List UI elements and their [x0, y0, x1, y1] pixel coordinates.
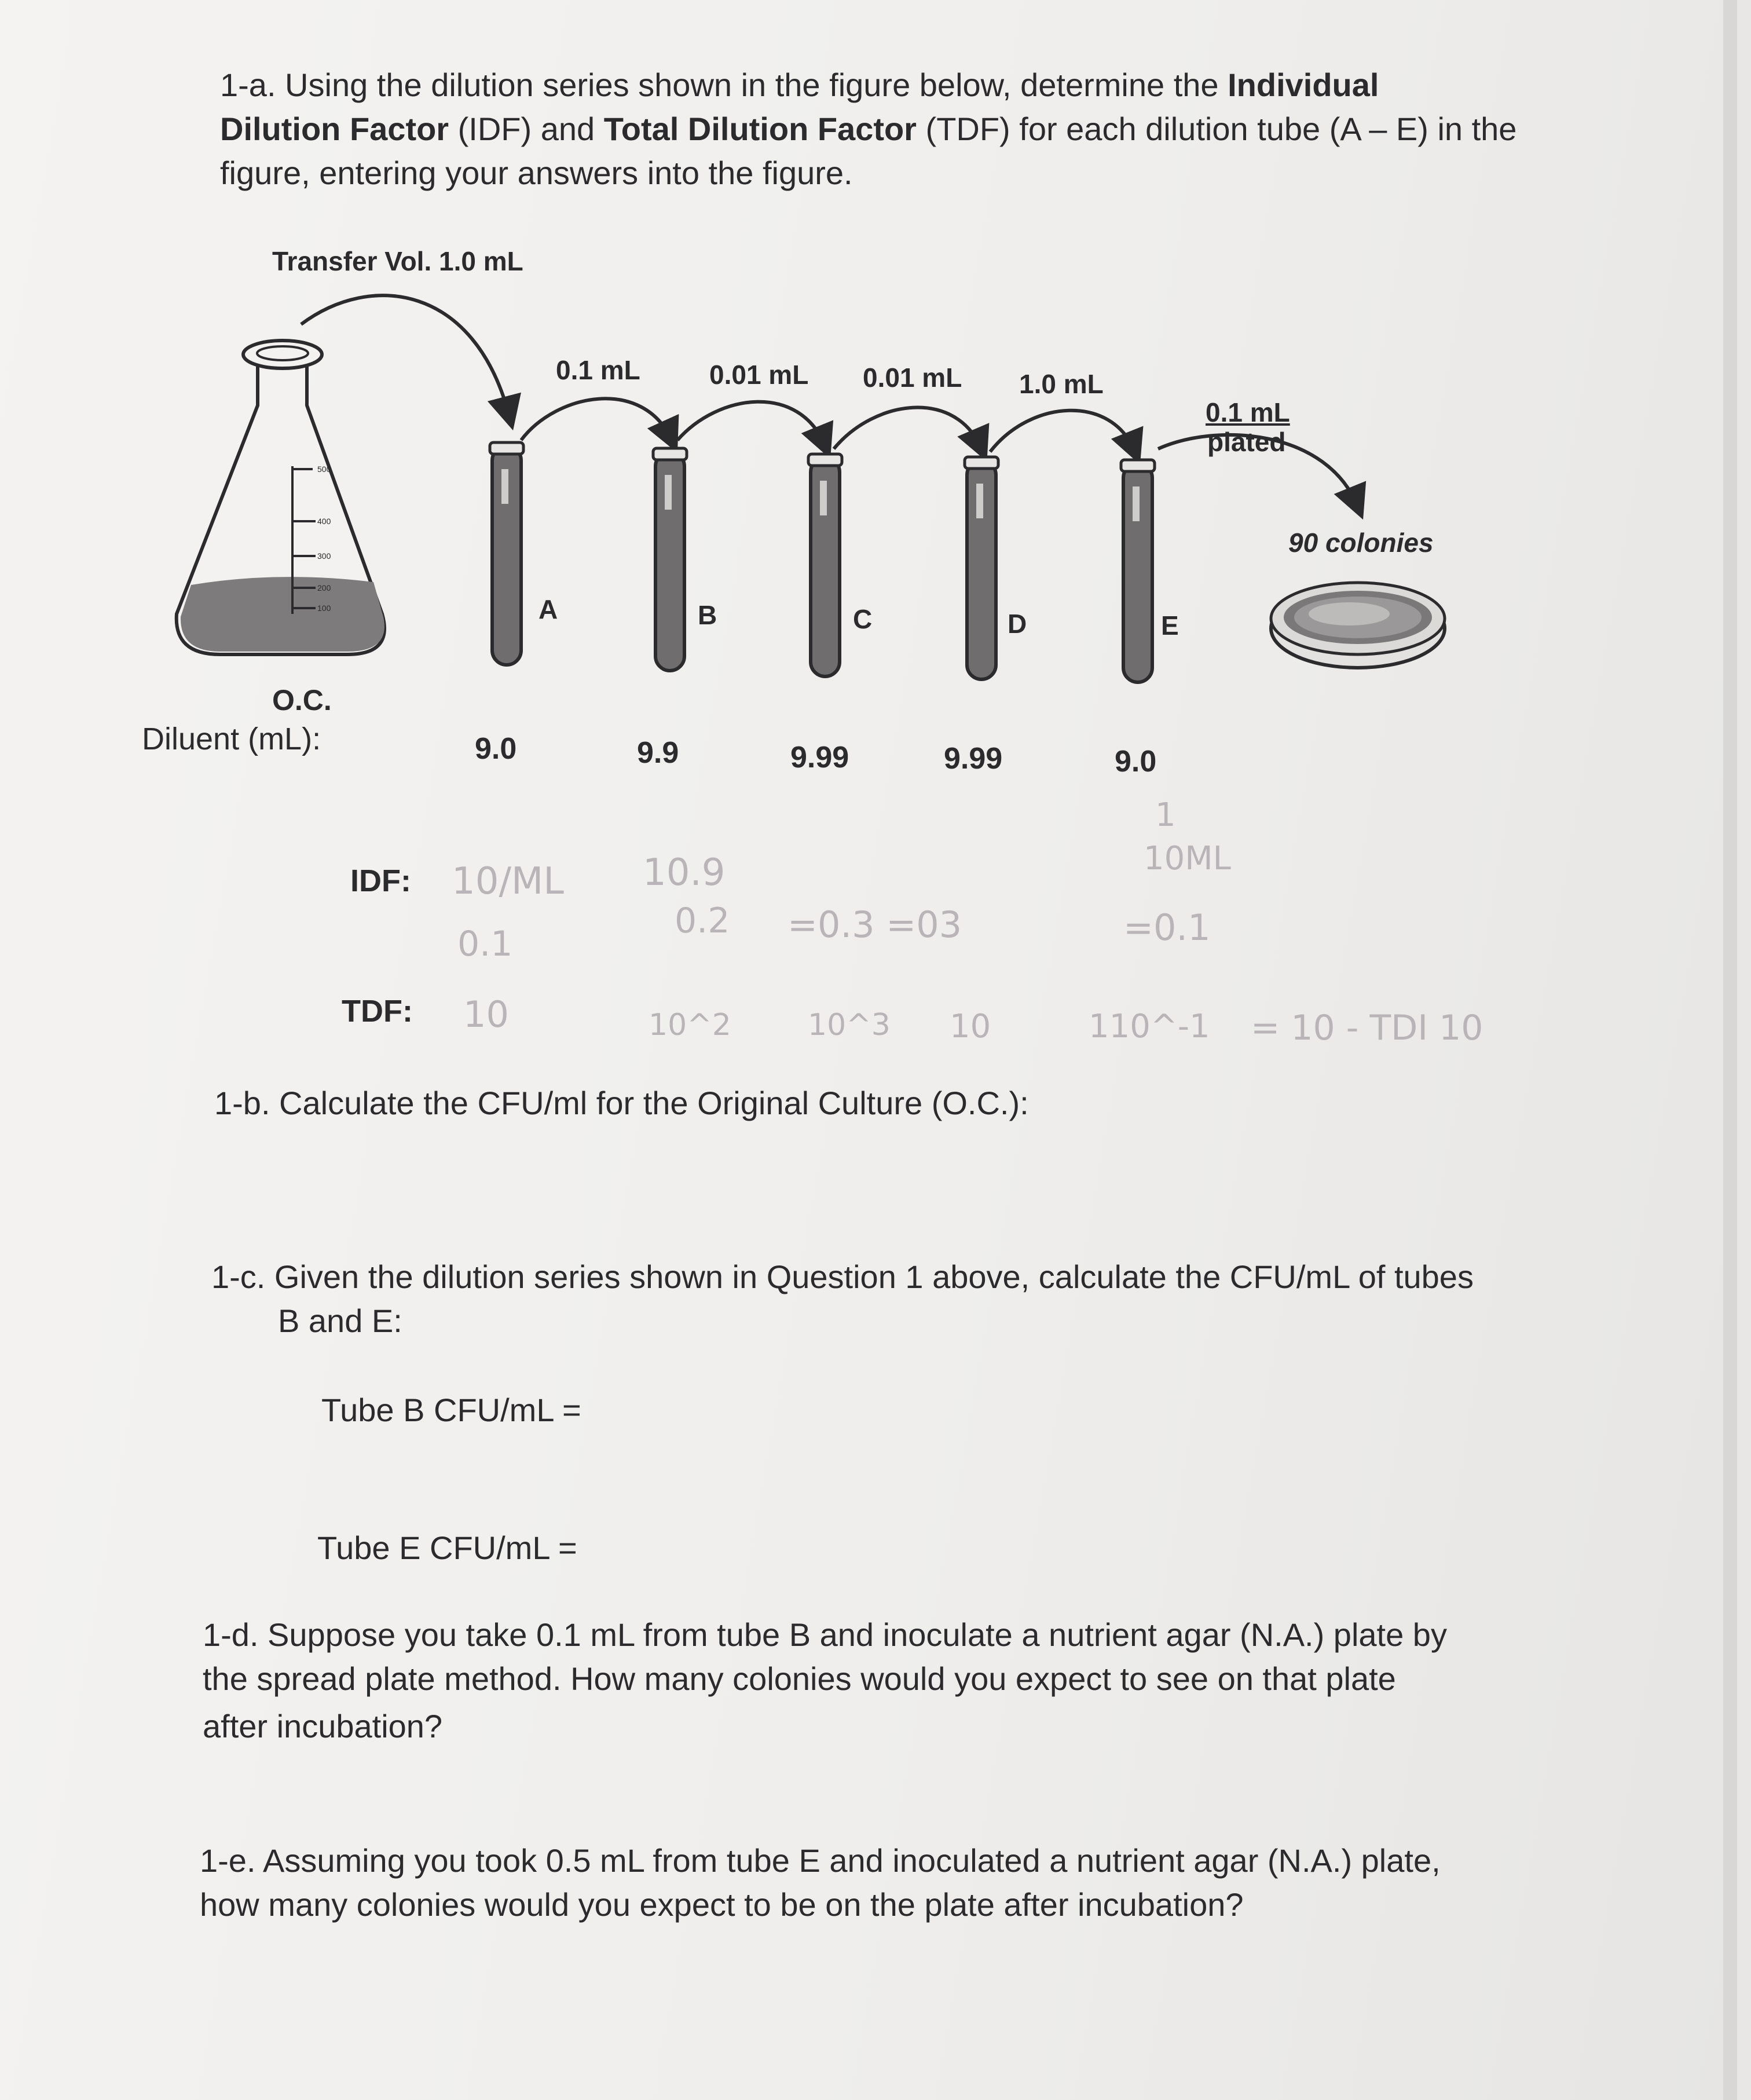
- handwritten-tdf-extra: = 10 - TDI 10: [1251, 1008, 1483, 1048]
- volume-label-d-e: 1.0 mL: [1019, 369, 1104, 399]
- tube-c-icon: [808, 454, 842, 676]
- handwritten-idf-cd: =0.3 =03: [787, 903, 962, 946]
- tube-e-label: E: [1161, 610, 1179, 641]
- plated-volume-label: 0.1 mL: [1206, 397, 1290, 427]
- colonies-count-label: 90 colonies: [1288, 528, 1434, 558]
- tube-e-cfu-prompt: Tube E CFU/mL =: [317, 1530, 577, 1566]
- q1e-line1: 1-e. Assuming you took 0.5 mL from tube E and inoculated a nutrient agar (N.A.) plate,: [200, 1842, 1441, 1879]
- idf-label: IDF:: [350, 864, 411, 898]
- flask-tick-200: 200: [317, 583, 331, 592]
- q1a-bold-2: Dilution Factor: [220, 111, 449, 147]
- handwritten-tdf-c: 10^3: [808, 1008, 891, 1042]
- transfer-arrow-a-b: [521, 398, 672, 440]
- diluent-value-b: 9.9: [637, 736, 679, 770]
- q1d-line3: after incubation?: [203, 1708, 443, 1744]
- erlenmeyer-flask-icon: [177, 341, 384, 654]
- transfer-arrow-b-c: [677, 402, 825, 446]
- q1a-bold-1: Individual: [1228, 67, 1379, 103]
- diluent-value-d: 9.99: [944, 742, 1003, 775]
- flask-tick-300: 300: [317, 551, 331, 561]
- transfer-volume-label: Transfer Vol. 1.0 mL: [272, 246, 523, 276]
- handwritten-tdf-b: 10^2: [649, 1008, 731, 1042]
- handwritten-idf-b: 10.9: [643, 851, 726, 894]
- q1e-line2: how many colonies would you expect to be on the plate after incubation?: [200, 1886, 1244, 1923]
- handwritten-tdf-d: 10: [950, 1008, 991, 1045]
- volume-label-c-d: 0.01 mL: [863, 363, 962, 393]
- tube-e-icon: [1121, 460, 1155, 682]
- handwritten-idf-b-result: 0.2: [675, 901, 730, 941]
- tube-b-label: B: [698, 600, 717, 630]
- volume-label-a-b: 0.1 mL: [556, 355, 640, 385]
- diluent-label: Diluent (mL):: [142, 722, 321, 756]
- q1d-line1: 1-d. Suppose you take 0.1 mL from tube B and inoculate a nutrient agar (N.A.) plate by: [203, 1616, 1447, 1653]
- handwritten-tdf-a: 10: [463, 993, 509, 1036]
- tube-d-icon: [965, 457, 998, 679]
- tube-b-icon: [653, 448, 687, 671]
- q1a-line3: figure, entering your answers into the figure.: [220, 155, 853, 191]
- tube-c-label: C: [853, 604, 873, 634]
- original-culture-label: O.C.: [272, 684, 332, 716]
- transfer-arrow-d-e: [990, 411, 1135, 452]
- q1a-text-2: (IDF) and: [449, 111, 604, 147]
- flask-tick-500: 500: [317, 464, 331, 474]
- tube-a-label: A: [539, 594, 558, 624]
- handwritten-idf-e-result: =0.1: [1123, 906, 1211, 949]
- handwritten-idf-e-denominator: 10ML: [1144, 840, 1231, 877]
- petri-dish-icon: [1271, 583, 1445, 668]
- transfer-arrow-oc-a: [301, 295, 510, 417]
- q1c-line2: B and E:: [278, 1303, 402, 1339]
- flask-tick-400: 400: [317, 517, 331, 526]
- handwritten-tdf-e: 110^-1: [1089, 1008, 1210, 1045]
- transfer-arrow-c-d: [834, 408, 981, 449]
- handwritten-idf-e-numerator: 1: [1155, 796, 1176, 834]
- volume-label-b-c: 0.01 mL: [709, 360, 809, 390]
- tube-a-icon: [490, 442, 523, 665]
- flask-tick-100: 100: [317, 603, 331, 613]
- q1c-line1: 1-c. Given the dilution series shown in Question 1 above, calculate the CFU/mL of tubes: [211, 1258, 1474, 1295]
- diluent-value-a: 9.0: [475, 732, 517, 766]
- diluent-value-e: 9.0: [1115, 745, 1157, 778]
- diluent-value-c: 9.99: [790, 741, 849, 774]
- q1a-text-3: (TDF) for each dilution tube (A – E) in the: [916, 111, 1517, 147]
- plated-label: plated: [1207, 427, 1286, 457]
- tube-d-label: D: [1008, 609, 1027, 639]
- q1d-line2: the spread plate method. How many colonies would you expect to see on that plate: [203, 1660, 1396, 1697]
- handwritten-idf-a: 10/ML: [452, 860, 564, 903]
- q1a-text-1: 1-a. Using the dilution series shown in the figure below, determine the: [220, 67, 1228, 103]
- handwritten-idf-a-result: 0.1: [457, 924, 513, 964]
- question-1b: 1-b. Calculate the CFU/ml for the Original Culture (O.C.):: [214, 1085, 1029, 1121]
- q1a-bold-3: Total Dilution Factor: [603, 111, 917, 147]
- tdf-label: TDF:: [342, 994, 413, 1029]
- tube-b-cfu-prompt: Tube B CFU/mL =: [321, 1392, 581, 1428]
